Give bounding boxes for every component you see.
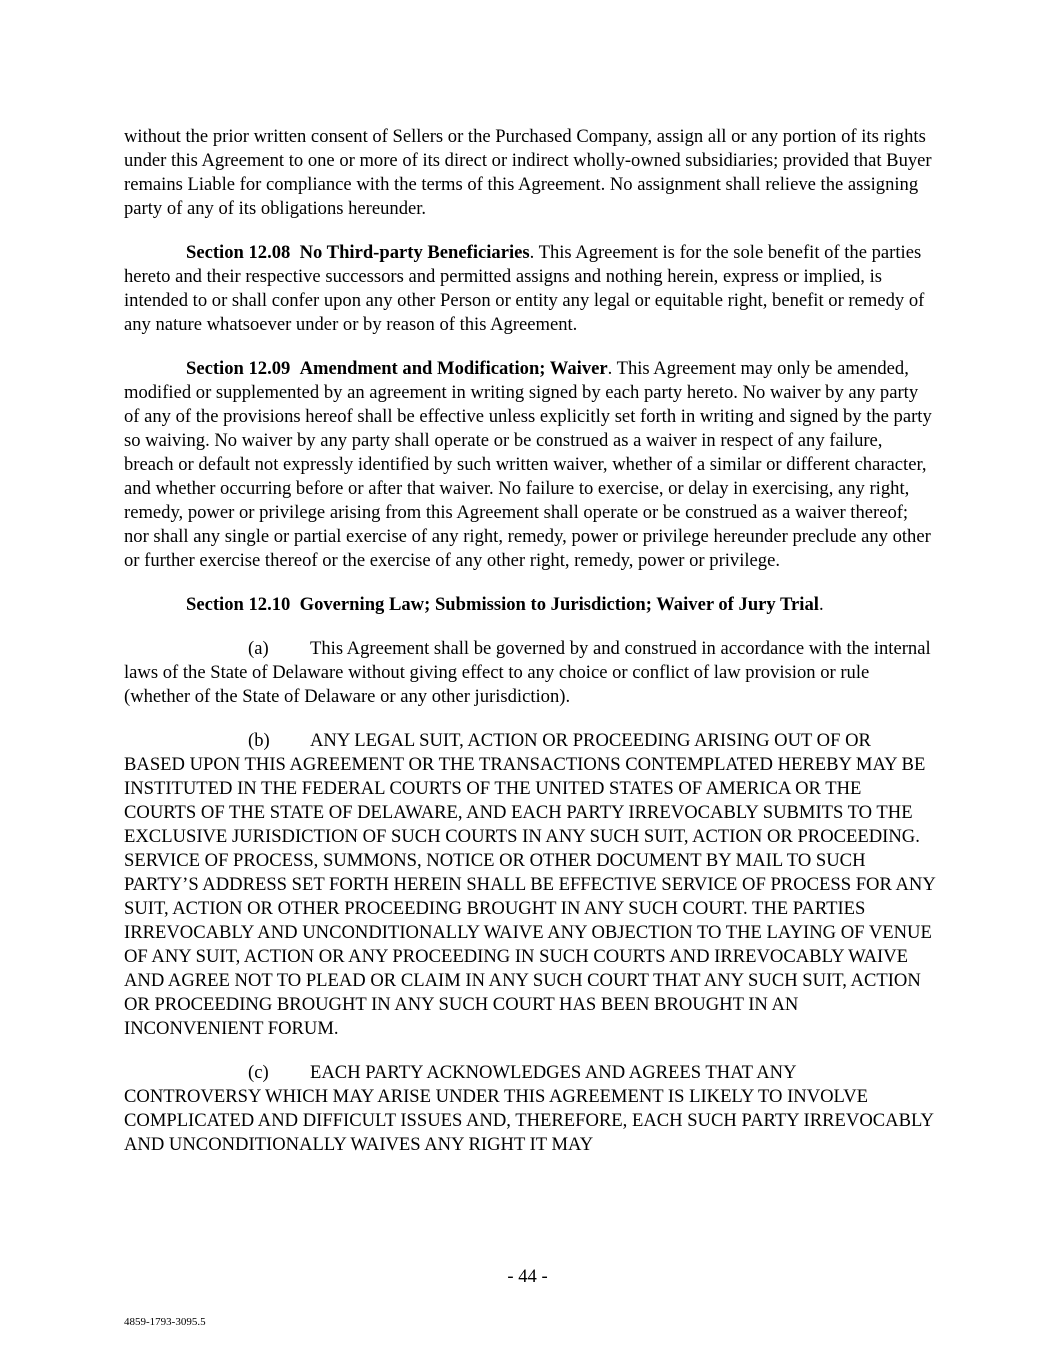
section-number: Section 12.10 (186, 594, 291, 615)
section-number: Section 12.09 (186, 358, 291, 379)
continuation-paragraph: without the prior written consent of Sellers or the Purchased Company, assign all or any portion of its rights under this Agreement to one or more of its direct or indirect wholly-owned subsidiaries; provided that Buyer remains Liable for compliance with the terms of this Agreement. No assignment shall relieve the assigning party of any of its obligations hereunder. (124, 126, 932, 219)
section-12-10 (124, 593, 936, 617)
subsection-c (124, 1061, 936, 1157)
section-title: No Third-party Beneficiaries (299, 242, 530, 263)
document-page (124, 125, 936, 1177)
subsection-label: (c) (248, 1062, 269, 1083)
section-number: Section 12.08 (186, 242, 291, 263)
subsection-b (124, 729, 936, 1041)
document-id: 4859-1793-3095.5 (124, 1316, 206, 1328)
section-12-08 (124, 241, 936, 337)
section-body: . (818, 594, 824, 615)
subsection-label: (a) (248, 638, 269, 659)
subsection-text: ANY LEGAL SUIT, ACTION OR PROCEEDING ARISING OUT OF OR BASED UPON THIS AGREEMENT OR THE TRANSACTIONS CONTEMPLATED HEREBY MAY BE INSTITUTED IN THE FEDERAL COURTS OF THE UNITED STATES OF AMERICA OR THE COURTS OF THE STATE OF DELAWARE, AND EACH PARTY IRREVOCABLY SUBMITS TO THE EXCLUSIVE JURISDICTION OF SUCH COURTS IN ANY SUCH SUIT, ACTION OR PROCEEDING. SERVICE OF PROCESS, SUMMONS, NOTICE OR OTHER DOCUMENT BY MAIL TO SUCH PARTY’S ADDRESS SET FORTH HEREIN SHALL BE EFFECTIVE SERVICE OF PROCESS FOR ANY SUIT, ACTION OR OTHER PROCEEDING BROUGHT IN ANY SUCH COURT. THE PARTIES IRREVOCABLY AND UNCONDITIONALLY WAIVE ANY OBJECTION TO THE LAYING OF VENUE OF ANY SUIT, ACTION OR ANY PROCEEDING IN SUCH COURTS AND IRREVOCABLY WAIVE AND AGREE NOT TO PLEAD OR CLAIM IN ANY SUCH COURT THAT ANY SUCH SUIT, ACTION OR PROCEEDING BROUGHT IN ANY SUCH COURT HAS BEEN BROUGHT IN AN INCONVENIENT FORUM. (124, 730, 936, 1039)
subsection-text: This Agreement shall be governed by and construed in accordance with the internal laws of the State of Delaware without giving effect to any choice or conflict of law provision or rule (whether of the State of Delaware or any other jurisdiction). (124, 638, 931, 707)
section-12-09 (124, 357, 936, 573)
subsection-label: (b) (248, 730, 270, 751)
section-body: . This Agreement is for the sole benefit of the parties hereto and their respective successors and permitted assigns and nothing herein, express or implied, is intended to or shall confer upon any other Person or entity any legal or equitable right, benefit or remedy of any nature whatsoever under or by reason of this Agreement. (124, 242, 925, 335)
subsection-a (124, 637, 936, 709)
section-title: Amendment and Modification; Waiver (299, 358, 608, 379)
subsection-text: EACH PARTY ACKNOWLEDGES AND AGREES THAT ANY CONTROVERSY WHICH MAY ARISE UNDER THIS AGREEMENT IS LIKELY TO INVOLVE COMPLICATED AND DIFFICULT ISSUES AND, THEREFORE, EACH SUCH PARTY IRREVOCABLY AND UNCONDITIONALLY WAIVES ANY RIGHT IT MAY (124, 1062, 934, 1155)
section-body: . This Agreement may only be amended, modified or supplemented by an agreement in writing signed by each party hereto. No waiver by any party of any of the provisions hereof shall be effective unless explicitly set forth in writing and signed by the party so waiving. No waiver by any party shall operate or be construed as a waiver in respect of any failure, breach or default not expressly identified by such written waiver, whether of a similar or different character, and whether occurring before or after that waiver. No failure to exercise, or delay in exercising, any right, remedy, power or privilege arising from this Agreement shall operate or be construed as a waiver thereof; nor shall any single or partial exercise of any right, remedy, power or privilege hereunder preclude any other or further exercise thereof or the exercise of any other right, remedy, power or privilege. (124, 358, 932, 571)
section-title: Governing Law; Submission to Jurisdiction; Waiver of Jury Trial (299, 594, 819, 615)
page-number: - 44 - (507, 1266, 548, 1287)
